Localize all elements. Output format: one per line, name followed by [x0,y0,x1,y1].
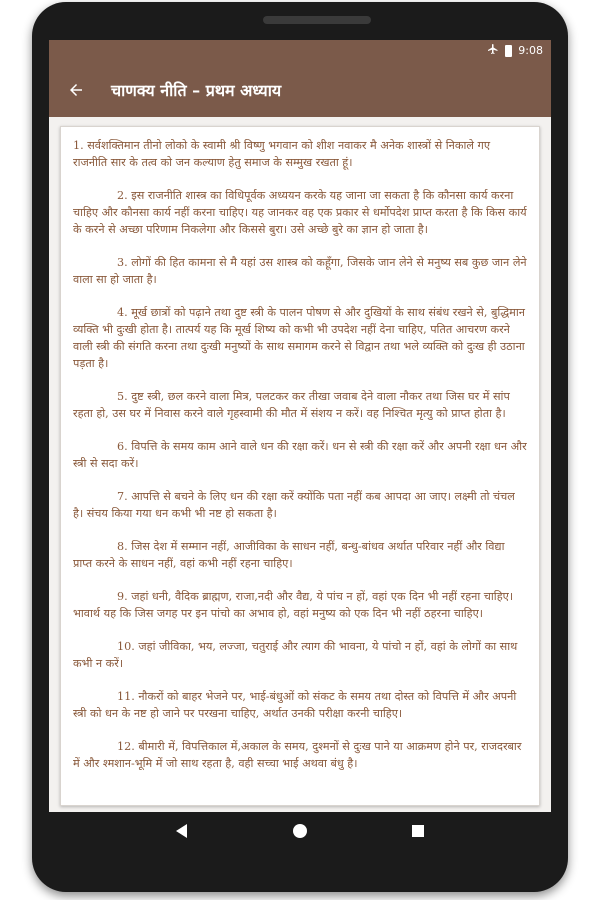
content-card[interactable] [60,126,540,806]
airplane-icon [487,43,499,58]
nav-home-button[interactable] [286,817,314,845]
nav-back-button[interactable] [168,817,196,845]
verse-item: 3. लोगों की हित कामना से मै यहां उस शास्त्र को कहूँगा, जिसके जान लेने से मनुष्य सब कुछ जान लेने वाला सा हो जाता है। [73,256,527,286]
verse-item: 4. मूर्ख छात्रों को पढ़ाने तथा दुष्ट स्त्री के पालन पोषण से और दुखियों के साथ संबंध रखने से, बुद्धिमान व्यक्ति भी दुःखी होता है। तात्पर्य यह कि मूर्ख शिष्य को कभी भी उपदेश नहीं देना चाहिए, पतित आचरण करने वाली स्त्री की संगति करना तथा दुःखी मनुष्यों के साथ समागम करने से विद्वान तथा भले व्यक्ति को दुःख ही उठाना पड़ता है। [73,306,525,370]
nav-home-icon [292,823,308,839]
page-title: चाणक्य नीति – प्रथम अध्याय [111,80,282,100]
verse-item: 9. जहां धनी, वैदिक ब्राह्मण, राजा,नदी और वैद्य, ये पांच न हों, वहां एक दिन भी नहीं रहना चाहिए। भावार्थ यह कि जिस जगह पर इन पांचो का अभाव हो, वहां मनुष्य को एक दिन भी नहीं ठहरना चाहिए। [73,590,514,620]
verse-item: 11. नौकरों को बाहर भेजने पर, भाई-बंधुओं को संकट के समय तथा दोस्त को विपत्ति में और अपनी स्त्री को धन के नष्ट हो जाने पर परखना चाहिए, अर्थात उनकी परीक्षा करनी चाहिए। [73,690,517,720]
status-time: 9:08 [518,44,543,57]
status-bar [49,40,551,62]
nav-recents-icon [410,823,426,839]
speaker-grille [263,16,371,24]
nav-recents-button[interactable] [404,817,432,845]
verse-item: 5. दुष्ट स्त्री, छल करने वाला मित्र, पलटकर कर तीखा जवाब देने वाला नौकर तथा जिस घर में सांप रहता हो, उस घर में निवास करने वाले गृहस्वामी की मौत में संशय न करें। वह निश्चित मृत्यु को प्राप्त होता है। [73,390,510,420]
system-nav-bar [49,810,551,852]
verse-item: 6. विपत्ति के समय काम आने वाले धन की रक्षा करें। धन से स्त्री की रक्षा करें और अपनी रक्षा धन और स्त्री से सदा करें। [73,440,527,470]
verse-item: 2. इस राजनीति शास्त्र का विधिपूर्वक अध्ययन करके यह जाना जा सकता है कि कौनसा कार्य करना चाहिए और कौनसा कार्य नहीं करना चाहिए। यह जानकर वह एक प्रकार से धर्मोपदेश प्राप्त करता है कि किस कार्य के करने से अच्छा परिणाम निकलेगा और किससे बुरा। उसे अच्छे बुरे का ज्ञान हो जाता है। [73,189,527,236]
verse-item: 7. आपत्ति से बचने के लिए धन की रक्षा करें क्योंकि पता नहीं कब आपदा आ जाए। लक्ष्मी तो चंचल है। संचय किया गया धन कभी भी नष्ट हो सकता है। [73,490,515,520]
tablet-frame [32,2,568,892]
app-bar [49,62,551,117]
verse-item: 8. जिस देश में सम्मान नहीं, आजीविका के साधन नहीं, बन्धु-बांधव अर्थात परिवार नहीं और विद्या प्राप्त करने के साधन नहीं, वहां कभी नहीं रहना चाहिए। [73,540,505,570]
nav-back-icon [174,823,190,839]
arrow-back-icon [67,81,85,99]
verse-item: 10. जहां जीविका, भय, लज्जा, चतुराई और त्याग की भावना, ये पांचो न हों, वहां के लोगों का साथ कभी न करें। [73,640,518,670]
verse-item: 12. बीमारी में, विपत्तिकाल में,अकाल के समय, दुश्मनों से दुःख पाने या आक्रमण होने पर, राजदरबार में और श्मशान-भूमि में जो साथ रहता है, वही सच्चा भाई अथवा बंधु है। [73,740,522,770]
back-button[interactable] [49,62,103,117]
battery-icon [505,45,512,57]
status-icons [487,43,543,58]
verse-list [61,127,539,772]
screen [49,40,551,812]
verse-item: 1. सर्वशक्तिमान तीनो लोको के स्वामी श्री विष्णु भगवान को शीश नवाकर मै अनेक शास्त्रों से निकाले गए राजनीति सार के तत्व को जन कल्याण हेतु समाज के सम्मुख रखता हूं। [73,139,491,169]
